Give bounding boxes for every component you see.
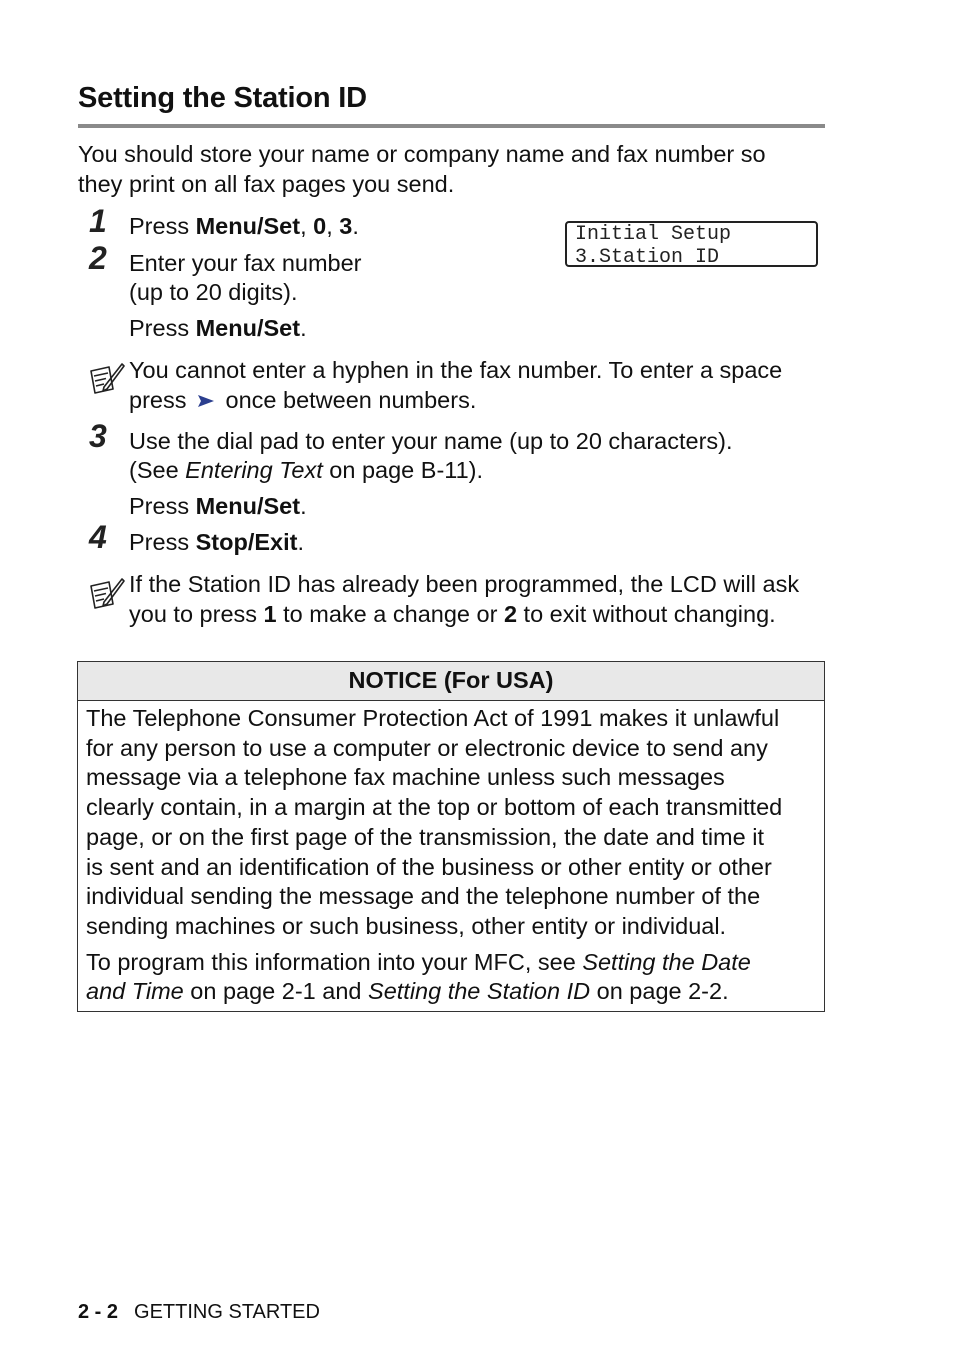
- step-1-end: .: [352, 213, 359, 239]
- step-number-1: 1: [89, 203, 107, 239]
- step-2-press: [129, 313, 307, 343]
- notice-p1-line: for any person to use a computer or electronic device to send any: [86, 734, 768, 761]
- notice-p2-ref-station: Setting the Station ID: [368, 978, 591, 1005]
- notice-body: [86, 704, 816, 1007]
- footer-page-number: 2 - 2: [78, 1301, 119, 1323]
- notice-p2-ref-date: Setting the Date: [582, 948, 751, 975]
- step-3-press-end: .: [300, 493, 307, 519]
- page-title: Setting the Station ID: [78, 82, 367, 114]
- note-2-line-2-a: you to press: [129, 601, 264, 627]
- lcd-display: [565, 221, 818, 267]
- note-1-line-2-pre: press: [129, 387, 193, 413]
- notice-p2-b: on page 2-1 and: [183, 978, 369, 1005]
- footer-section: GETTING STARTED: [134, 1301, 320, 1323]
- notice-p1-line: individual sending the message and the telephone number of the: [86, 883, 761, 910]
- step-1-text: [129, 211, 359, 241]
- step-3-see-pre: (See: [129, 457, 186, 483]
- step-1-sep2: ,: [326, 213, 340, 239]
- step-2-press-pre: Press: [129, 315, 196, 341]
- step-3-see-ref: Entering Text: [185, 457, 323, 483]
- notice-p1-line: clearly contain, in a margin at the top or bottom of each transmitted: [86, 794, 783, 821]
- step-3-line-2: [129, 455, 483, 485]
- lcd-line-2: 3.Station ID: [575, 246, 720, 269]
- step-4-pre: Press: [129, 529, 196, 555]
- step-4-end: .: [297, 529, 304, 555]
- step-2-press-end: .: [300, 315, 307, 341]
- step-3-press-pre: Press: [129, 493, 196, 519]
- intro-line-2: they print on all fax pages you send.: [78, 171, 455, 197]
- note-pencil-icon: [86, 574, 126, 614]
- note-1-line-2-post: once between numbers.: [219, 387, 477, 413]
- notice-p1-line: is sent and an identification of the business or other entity or other: [86, 853, 772, 880]
- step-1-key-menuset: Menu/Set: [195, 213, 301, 239]
- step-4-key-stopexit: Stop/Exit: [195, 529, 298, 555]
- notice-box: [77, 661, 825, 1012]
- title-divider: [78, 124, 825, 128]
- notice-p1-line: The Telephone Consumer Protection Act of 1991 makes it unlawful: [86, 705, 780, 731]
- right-arrow-icon: [195, 393, 217, 409]
- step-2-key-menuset: Menu/Set: [195, 315, 301, 341]
- step-2-line-2: (up to 20 digits).: [129, 279, 298, 305]
- step-1-key-0: 0: [313, 213, 327, 239]
- step-1-key-3: 3: [339, 213, 353, 239]
- notice-p2-ref-date-b: and Time: [86, 978, 184, 1005]
- note-2-line-1: If the Station ID has already been programmed, the LCD will ask: [129, 571, 800, 597]
- note-2-key-2: 2: [503, 601, 518, 627]
- note-2-line-2-b: to make a change or: [276, 601, 504, 627]
- notice-p2-line-2: [86, 977, 816, 1007]
- note-1-line-2: [129, 385, 476, 415]
- step-number-3: 3: [89, 418, 107, 454]
- notice-p1-line: message via a telephone fax machine unless such messages: [86, 764, 725, 791]
- step-1-pre: Press: [129, 213, 196, 239]
- note-2-line-2-c: to exit without changing.: [517, 601, 776, 627]
- notice-p2-c: on page 2-2.: [590, 978, 729, 1005]
- lcd-line-1: Initial Setup: [575, 223, 732, 246]
- notice-p1-line: sending machines or such business, other entity or individual.: [86, 912, 727, 939]
- step-4-text: [129, 527, 304, 557]
- note-1-line-1: You cannot enter a hyphen in the fax number. To enter a space: [129, 357, 783, 383]
- step-3-key-menuset: Menu/Set: [195, 493, 301, 519]
- step-3-press: [129, 491, 307, 521]
- page-footer: [78, 1301, 320, 1324]
- notice-p2-line-1: [86, 948, 816, 978]
- notice-p1-line: page, or on the first page of the transmission, the date and time it: [86, 823, 764, 850]
- note-pencil-icon: [86, 359, 126, 399]
- step-1-sep1: ,: [300, 213, 314, 239]
- step-3-line-1: Use the dial pad to enter your name (up to 20 characters).: [129, 428, 733, 454]
- step-number-4: 4: [89, 519, 107, 555]
- note-2-line-2: [129, 599, 776, 629]
- note-2-key-1: 1: [263, 601, 277, 627]
- notice-p2-a: To program this information into your MFC, see: [86, 948, 583, 975]
- notice-heading: NOTICE (For USA): [78, 662, 824, 701]
- step-2-line-1: Enter your fax number: [129, 250, 362, 276]
- intro-line-1: You should store your name or company name and fax number so: [78, 141, 766, 167]
- step-3-see-post: on page B-11).: [322, 457, 484, 483]
- step-number-2: 2: [89, 240, 107, 276]
